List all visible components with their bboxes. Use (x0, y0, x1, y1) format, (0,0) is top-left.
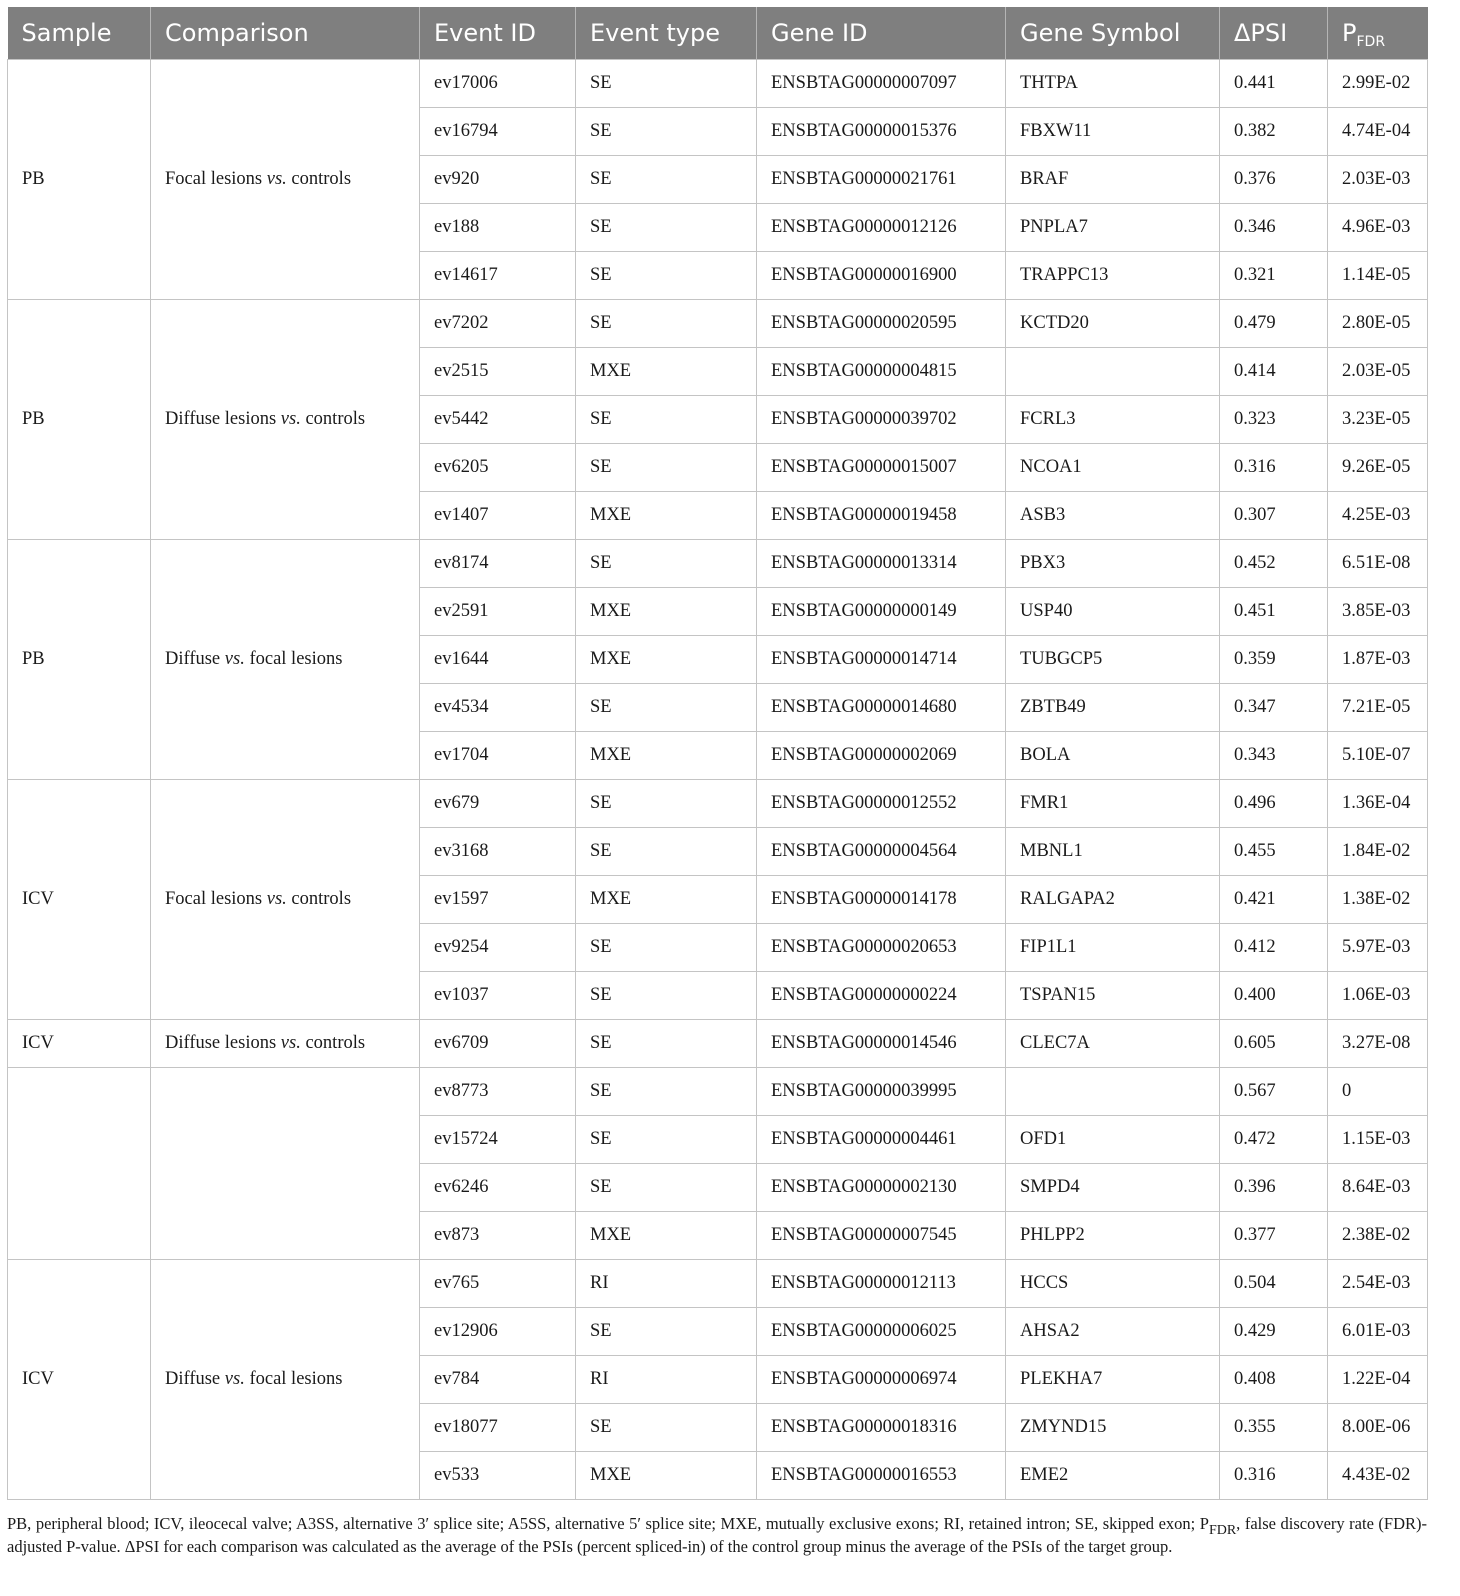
header-event-id: Event ID (420, 7, 576, 60)
pfdr-cell: 1.87E-03 (1328, 636, 1428, 684)
event-type-cell: SE (576, 204, 757, 252)
gene-id-cell: ENSBTAG00000006025 (757, 1308, 1006, 1356)
comparison-cell (151, 1068, 420, 1260)
gene-symbol-cell: OFD1 (1006, 1116, 1220, 1164)
dpsi-cell: 0.400 (1220, 972, 1328, 1020)
gene-id-cell: ENSBTAG00000000149 (757, 588, 1006, 636)
dpsi-cell: 0.376 (1220, 156, 1328, 204)
footnote-sub: FDR (1208, 1523, 1237, 1538)
event-type-cell: MXE (576, 1452, 757, 1500)
gene-symbol-cell: ZMYND15 (1006, 1404, 1220, 1452)
dpsi-cell: 0.455 (1220, 828, 1328, 876)
pfdr-cell: 3.27E-08 (1328, 1020, 1428, 1068)
pfdr-cell: 8.00E-06 (1328, 1404, 1428, 1452)
event-id-cell: ev1037 (420, 972, 576, 1020)
dpsi-cell: 0.343 (1220, 732, 1328, 780)
gene-id-cell: ENSBTAG00000014546 (757, 1020, 1006, 1068)
dpsi-cell: 0.316 (1220, 1452, 1328, 1500)
gene-id-cell: ENSBTAG00000004815 (757, 348, 1006, 396)
sample-cell (8, 1068, 151, 1260)
comparison-text-pre: Focal lesions (165, 889, 267, 909)
dpsi-cell: 0.441 (1220, 60, 1328, 108)
event-type-cell: MXE (576, 732, 757, 780)
event-type-cell: SE (576, 1164, 757, 1212)
header-gene-symbol: Gene Symbol (1006, 7, 1220, 60)
gene-symbol-cell: RALGAPA2 (1006, 876, 1220, 924)
comparison-text-post: focal lesions (244, 649, 343, 669)
event-id-cell: ev533 (420, 1452, 576, 1500)
gene-id-cell: ENSBTAG00000012113 (757, 1260, 1006, 1308)
event-id-cell: ev873 (420, 1212, 576, 1260)
gene-id-cell: ENSBTAG00000020595 (757, 300, 1006, 348)
dpsi-cell: 0.452 (1220, 540, 1328, 588)
gene-symbol-cell: PBX3 (1006, 540, 1220, 588)
event-type-cell: SE (576, 300, 757, 348)
event-type-cell: MXE (576, 876, 757, 924)
event-type-cell: MXE (576, 588, 757, 636)
gene-id-cell: ENSBTAG00000018316 (757, 1404, 1006, 1452)
comparison-vs: vs. (280, 1033, 301, 1053)
comparison-cell (151, 1020, 420, 1068)
event-id-cell: ev679 (420, 780, 576, 828)
pfdr-cell: 5.97E-03 (1328, 924, 1428, 972)
pfdr-cell: 1.22E-04 (1328, 1356, 1428, 1404)
sample-cell: PB (8, 300, 151, 540)
event-id-cell: ev15724 (420, 1116, 576, 1164)
dpsi-cell: 0.347 (1220, 684, 1328, 732)
pfdr-cell: 1.38E-02 (1328, 876, 1428, 924)
pfdr-cell: 5.10E-07 (1328, 732, 1428, 780)
gene-id-cell: ENSBTAG00000004461 (757, 1116, 1006, 1164)
gene-symbol-cell: FIP1L1 (1006, 924, 1220, 972)
dpsi-cell: 0.307 (1220, 492, 1328, 540)
event-id-cell: ev2591 (420, 588, 576, 636)
sample-cell: ICV (8, 1020, 151, 1068)
comparison-text-pre: Diffuse lesions (165, 409, 281, 429)
event-id-cell: ev188 (420, 204, 576, 252)
gene-id-cell: ENSBTAG00000021761 (757, 156, 1006, 204)
pfdr-cell: 1.15E-03 (1328, 1116, 1428, 1164)
gene-symbol-cell (1006, 348, 1220, 396)
pfdr-cell: 1.14E-05 (1328, 252, 1428, 300)
comparison-cell (151, 300, 420, 540)
footnote-part2: , false discovery rate (FDR)-adjusted P-value. ΔPSI for each comparison was calculated as the average of the PSIs (percent spliced-in) of the control group minus the average of the PSIs of the target group. (7, 1514, 1428, 1556)
comparison-text-pre: Focal lesions (165, 169, 267, 189)
table-row (8, 60, 1428, 108)
table-row (8, 1260, 1428, 1308)
event-id-cell: ev17006 (420, 60, 576, 108)
gene-symbol-cell: FBXW11 (1006, 108, 1220, 156)
table-wrapper (7, 7, 1427, 1558)
pfdr-cell: 4.74E-04 (1328, 108, 1428, 156)
dpsi-cell: 0.359 (1220, 636, 1328, 684)
comparison-vs: vs. (266, 889, 287, 909)
event-id-cell: ev3168 (420, 828, 576, 876)
dpsi-cell: 0.451 (1220, 588, 1328, 636)
dpsi-cell: 0.355 (1220, 1404, 1328, 1452)
gene-symbol-cell: FCRL3 (1006, 396, 1220, 444)
comparison-text-pre: Diffuse (165, 649, 225, 669)
gene-symbol-cell (1006, 1068, 1220, 1116)
event-type-cell: SE (576, 684, 757, 732)
pfdr-cell: 2.99E-02 (1328, 60, 1428, 108)
gene-symbol-cell: BRAF (1006, 156, 1220, 204)
header-pfdr-main: P (1342, 19, 1357, 47)
header-gene-id: Gene ID (757, 7, 1006, 60)
pfdr-cell: 3.85E-03 (1328, 588, 1428, 636)
event-type-cell: SE (576, 828, 757, 876)
gene-id-cell: ENSBTAG00000039995 (757, 1068, 1006, 1116)
event-type-cell: SE (576, 1404, 757, 1452)
gene-symbol-cell: CLEC7A (1006, 1020, 1220, 1068)
event-type-cell: SE (576, 540, 757, 588)
dpsi-cell: 0.412 (1220, 924, 1328, 972)
event-type-cell: SE (576, 156, 757, 204)
header-comparison: Comparison (151, 7, 420, 60)
comparison-vs: vs. (224, 649, 245, 669)
table-body (8, 60, 1428, 1500)
event-id-cell: ev4534 (420, 684, 576, 732)
gene-id-cell: ENSBTAG00000000224 (757, 972, 1006, 1020)
pfdr-cell: 2.54E-03 (1328, 1260, 1428, 1308)
event-type-cell: SE (576, 780, 757, 828)
dpsi-cell: 0.479 (1220, 300, 1328, 348)
dpsi-cell: 0.408 (1220, 1356, 1328, 1404)
event-type-cell: SE (576, 1116, 757, 1164)
event-type-cell: SE (576, 108, 757, 156)
event-id-cell: ev9254 (420, 924, 576, 972)
event-type-cell: SE (576, 1020, 757, 1068)
gene-symbol-cell: MBNL1 (1006, 828, 1220, 876)
event-type-cell: SE (576, 396, 757, 444)
event-id-cell: ev14617 (420, 252, 576, 300)
gene-id-cell: ENSBTAG00000014178 (757, 876, 1006, 924)
header-sample: Sample (8, 7, 151, 60)
pfdr-cell: 7.21E-05 (1328, 684, 1428, 732)
header-pfdr (1328, 7, 1428, 60)
pfdr-cell: 9.26E-05 (1328, 444, 1428, 492)
event-id-cell: ev1704 (420, 732, 576, 780)
event-type-cell: MXE (576, 492, 757, 540)
event-id-cell: ev784 (420, 1356, 576, 1404)
event-type-cell: SE (576, 972, 757, 1020)
event-type-cell: SE (576, 60, 757, 108)
event-id-cell: ev1644 (420, 636, 576, 684)
dpsi-cell: 0.316 (1220, 444, 1328, 492)
comparison-text-pre: Diffuse (165, 1369, 225, 1389)
gene-id-cell: ENSBTAG00000006974 (757, 1356, 1006, 1404)
pfdr-cell: 3.23E-05 (1328, 396, 1428, 444)
comparison-text-post: controls (286, 169, 352, 189)
comparison-cell (151, 540, 420, 780)
event-type-cell: SE (576, 1068, 757, 1116)
gene-symbol-cell: PNPLA7 (1006, 204, 1220, 252)
table-row (8, 540, 1428, 588)
sample-cell: ICV (8, 780, 151, 1020)
pfdr-cell: 8.64E-03 (1328, 1164, 1428, 1212)
sample-cell: PB (8, 540, 151, 780)
comparison-text-pre: Diffuse lesions (165, 1033, 281, 1053)
gene-symbol-cell: TRAPPC13 (1006, 252, 1220, 300)
gene-id-cell: ENSBTAG00000039702 (757, 396, 1006, 444)
dpsi-cell: 0.429 (1220, 1308, 1328, 1356)
event-type-cell: SE (576, 252, 757, 300)
dpsi-cell: 0.377 (1220, 1212, 1328, 1260)
table-row (8, 1020, 1428, 1068)
comparison-text-post: focal lesions (244, 1369, 343, 1389)
header-event-type: Event type (576, 7, 757, 60)
dpsi-cell: 0.421 (1220, 876, 1328, 924)
table-row (8, 780, 1428, 828)
pfdr-cell: 2.03E-03 (1328, 156, 1428, 204)
gene-symbol-cell: TSPAN15 (1006, 972, 1220, 1020)
comparison-text-post: controls (300, 409, 366, 429)
comparison-vs: vs. (266, 169, 287, 189)
comparison-vs: vs. (280, 409, 301, 429)
header-row (8, 7, 1428, 60)
header-dpsi: ΔPSI (1220, 7, 1328, 60)
pfdr-cell: 4.96E-03 (1328, 204, 1428, 252)
pfdr-cell: 1.06E-03 (1328, 972, 1428, 1020)
gene-id-cell: ENSBTAG00000016553 (757, 1452, 1006, 1500)
event-id-cell: ev8174 (420, 540, 576, 588)
sample-cell: PB (8, 60, 151, 300)
comparison-cell (151, 1260, 420, 1500)
dpsi-cell: 0.396 (1220, 1164, 1328, 1212)
gene-symbol-cell: BOLA (1006, 732, 1220, 780)
gene-id-cell: ENSBTAG00000012552 (757, 780, 1006, 828)
pfdr-cell: 4.25E-03 (1328, 492, 1428, 540)
event-type-cell: RI (576, 1260, 757, 1308)
pfdr-cell: 0 (1328, 1068, 1428, 1116)
table-row (8, 1068, 1428, 1116)
event-type-cell: MXE (576, 348, 757, 396)
gene-id-cell: ENSBTAG00000014714 (757, 636, 1006, 684)
gene-id-cell: ENSBTAG00000020653 (757, 924, 1006, 972)
gene-symbol-cell: EME2 (1006, 1452, 1220, 1500)
event-id-cell: ev2515 (420, 348, 576, 396)
gene-symbol-cell: ASB3 (1006, 492, 1220, 540)
event-id-cell: ev1407 (420, 492, 576, 540)
event-id-cell: ev765 (420, 1260, 576, 1308)
gene-symbol-cell: PLEKHA7 (1006, 1356, 1220, 1404)
gene-symbol-cell: USP40 (1006, 588, 1220, 636)
event-id-cell: ev5442 (420, 396, 576, 444)
dpsi-cell: 0.382 (1220, 108, 1328, 156)
event-type-cell: MXE (576, 1212, 757, 1260)
event-type-cell: RI (576, 1356, 757, 1404)
gene-symbol-cell: ZBTB49 (1006, 684, 1220, 732)
pfdr-cell: 6.51E-08 (1328, 540, 1428, 588)
dpsi-cell: 0.605 (1220, 1020, 1328, 1068)
pfdr-cell: 6.01E-03 (1328, 1308, 1428, 1356)
footnote-part1: PB, peripheral blood; ICV, ileocecal valve; A3SS, alternative 3′ splice site; A5SS, alternative 5′ splice site; MXE, mutually exclusive exons; RI, retained intron; SE, skipped exon; P (7, 1514, 1209, 1533)
pfdr-cell: 1.36E-04 (1328, 780, 1428, 828)
dpsi-cell: 0.472 (1220, 1116, 1328, 1164)
event-type-cell: MXE (576, 636, 757, 684)
comparison-cell (151, 780, 420, 1020)
table-row (8, 300, 1428, 348)
gene-id-cell: ENSBTAG00000014680 (757, 684, 1006, 732)
table-footnote (7, 1512, 1427, 1558)
event-id-cell: ev8773 (420, 1068, 576, 1116)
dpsi-cell: 0.323 (1220, 396, 1328, 444)
gene-id-cell: ENSBTAG00000007097 (757, 60, 1006, 108)
event-id-cell: ev7202 (420, 300, 576, 348)
splicing-events-table (7, 7, 1428, 1500)
pfdr-cell: 2.38E-02 (1328, 1212, 1428, 1260)
dpsi-cell: 0.414 (1220, 348, 1328, 396)
dpsi-cell: 0.496 (1220, 780, 1328, 828)
gene-id-cell: ENSBTAG00000012126 (757, 204, 1006, 252)
pfdr-cell: 1.84E-02 (1328, 828, 1428, 876)
sample-cell: ICV (8, 1260, 151, 1500)
pfdr-cell: 4.43E-02 (1328, 1452, 1428, 1500)
dpsi-cell: 0.346 (1220, 204, 1328, 252)
gene-id-cell: ENSBTAG00000015007 (757, 444, 1006, 492)
event-id-cell: ev12906 (420, 1308, 576, 1356)
event-type-cell: SE (576, 1308, 757, 1356)
event-id-cell: ev1597 (420, 876, 576, 924)
comparison-cell (151, 60, 420, 300)
pfdr-cell: 2.03E-05 (1328, 348, 1428, 396)
gene-symbol-cell: FMR1 (1006, 780, 1220, 828)
event-type-cell: SE (576, 924, 757, 972)
dpsi-cell: 0.567 (1220, 1068, 1328, 1116)
event-id-cell: ev6246 (420, 1164, 576, 1212)
gene-id-cell: ENSBTAG00000016900 (757, 252, 1006, 300)
header-pfdr-sub: FDR (1356, 34, 1386, 50)
event-id-cell: ev18077 (420, 1404, 576, 1452)
event-type-cell: SE (576, 444, 757, 492)
gene-symbol-cell: TUBGCP5 (1006, 636, 1220, 684)
gene-symbol-cell: HCCS (1006, 1260, 1220, 1308)
gene-symbol-cell: AHSA2 (1006, 1308, 1220, 1356)
gene-id-cell: ENSBTAG00000019458 (757, 492, 1006, 540)
gene-symbol-cell: THTPA (1006, 60, 1220, 108)
gene-id-cell: ENSBTAG00000007545 (757, 1212, 1006, 1260)
event-id-cell: ev6205 (420, 444, 576, 492)
event-id-cell: ev6709 (420, 1020, 576, 1068)
gene-symbol-cell: KCTD20 (1006, 300, 1220, 348)
pfdr-cell: 2.80E-05 (1328, 300, 1428, 348)
gene-symbol-cell: PHLPP2 (1006, 1212, 1220, 1260)
gene-id-cell: ENSBTAG00000004564 (757, 828, 1006, 876)
gene-id-cell: ENSBTAG00000015376 (757, 108, 1006, 156)
gene-symbol-cell: SMPD4 (1006, 1164, 1220, 1212)
comparison-text-post: controls (300, 1033, 366, 1053)
event-id-cell: ev920 (420, 156, 576, 204)
gene-id-cell: ENSBTAG00000002069 (757, 732, 1006, 780)
gene-id-cell: ENSBTAG00000013314 (757, 540, 1006, 588)
event-id-cell: ev16794 (420, 108, 576, 156)
dpsi-cell: 0.504 (1220, 1260, 1328, 1308)
gene-symbol-cell: NCOA1 (1006, 444, 1220, 492)
gene-id-cell: ENSBTAG00000002130 (757, 1164, 1006, 1212)
dpsi-cell: 0.321 (1220, 252, 1328, 300)
comparison-text-post: controls (286, 889, 352, 909)
comparison-vs: vs. (224, 1369, 245, 1389)
